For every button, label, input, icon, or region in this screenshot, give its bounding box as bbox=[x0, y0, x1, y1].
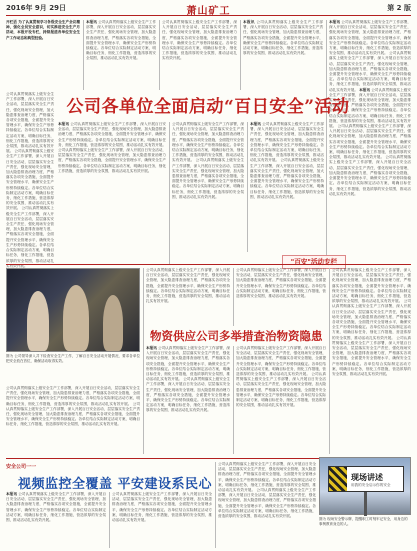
filler-text: 公司认真贯彻落实上级安全生产工作部署，深入开展百日安全活动，层层落实安全生产责任，强化现场安全管理，加大隐患排查治理力度，严格落实各项安全措施，全面提升安全管理水平，确保安全生产形势持续稳定。各单位结合实际制定活动方案，明确目标任务，细化工作措施，营造浓厚的安全氛围，推动活动扎实有效开展。 bbox=[146, 377, 231, 413]
filler-text: 公司认真贯彻落实上级安全生产工作部署，深入开展百日安全活动，层层落实安全生产责任，强化现场安全管理，加大隐患排查治理力度，严格落实各项安全措施，全面提升安全管理水平，确保安全生产形势持续稳定。各单位结合实际制定活动方案，明确目标任务，细化工作措施，营造浓厚的安全氛围，推动活动扎实有效开展。 bbox=[6, 386, 140, 406]
sign-title: 现场讲述 bbox=[351, 473, 383, 482]
photo-caption: 图为 公司领导深入井下检查安全生产工作，了解百日安全活动开展情况，要求各单位把安全放在首位，确保活动取得实效。 bbox=[6, 354, 140, 363]
section-tag: 安全公司一一 bbox=[6, 464, 37, 470]
newspaper-name: 萧山矿工 bbox=[186, 6, 231, 17]
video-column-2 bbox=[112, 492, 212, 548]
filler-text: 公司认真贯彻落实上级安全生产工作部署，深入开展百日安全活动，层层落实安全生产责任，强化现场安全管理，加大隐患排查治理力度，严格落实各项安全措施，全面提升安全管理水平，确保安全生产形势持续稳定。各单位结合实际制定活动方案，明确目标任务，细化工作措施，营造浓厚的安全氛围，推动活动扎实有效开展。 bbox=[6, 92, 54, 154]
filler-text: 公司认真贯彻落实上级安全生产工作部署，深入开展百日安全活动，层层落实安全生产责任，强化现场安全管理，加大隐患排查治理力度，严格落实各项安全措施，全面提升安全管理水平，确保安全生产形势持续稳定。各单位结合实际制定活动方案，明确目标任务，细化工作措施，营造浓厚的安全氛围，推动活动扎实有效开展。 bbox=[6, 492, 106, 523]
filler-text: 公司认真贯彻落实上级安全生产工作部署，深入开展百日安全活动，层层落实安全生产责任，强化现场安全管理，加大隐患排查治理力度，严格落实各项安全措施，全面提升安全管理水平，确保安全生产形势持续稳定。各单位结合实际制定活动方案，明确目标任务，细化工作措施，营造浓厚的安全氛围，推动活动扎实有效开展。 bbox=[112, 492, 212, 523]
column-badge: "百安"活动专栏 bbox=[282, 255, 346, 269]
intro-column bbox=[6, 20, 80, 90]
material-column-2 bbox=[236, 268, 326, 326]
masthead bbox=[6, 2, 411, 16]
video-column-3 bbox=[218, 462, 316, 548]
lead-headline: 公司各单位全面启动“百日安全”活动 bbox=[66, 97, 350, 117]
lead-column-8: 本报讯 公司认真贯彻落实上级安全生产工作部署，深入开展百日安全活动，层层落实安全生产责任，强化现场安全管理，加大隐患排查治理力度，严格落实各项安全措施，全面提升安全管理水平，确保安全生产形势持续稳定。各单位结合实际制定活动方案，明确目标任务，细化工作措施，营造浓厚的安全氛围，推动活动扎实有效开展。 公司认真贯彻落实上级安全生产工作部署，深入开展百日安全活动，层层落实安全生产责任，强化现场安全管理，加大隐患排查治理力度，严格落实各项安全措施，全面提升安全管理水平，确保安全生产形势持续稳定。各单位结合实际制定活动方案，明确目标任务，细化工作措施，营造浓厚的安全氛围，推动活动扎实有效开展。 bbox=[250, 122, 325, 199]
filler-text: 公司认真贯彻落实上级安全生产工作部署，深入开展百日安全活动，层层落实安全生产责任，强化现场安全管理，加大隐患排查治理力度，严格落实各项安全措施，全面提升安全管理水平，确保安全生产形势持续稳定。各单位结合实际制定活动方案，明确目标任务，细化工作措施，营造浓厚的安全氛围，推动活动扎实有效开展。 bbox=[236, 346, 326, 377]
lead-column-7 bbox=[172, 122, 244, 264]
filler-text: 公司认真贯彻落实上级安全生产工作部署，深入开展百日安全活动，层层落实安全生产责任，强化现场安全管理，加大隐患排查治理力度，严格落实各项安全措施，全面提升安全管理水平，确保安全生产形势持续稳定。各单位结合实际制定活动方案，明确目标任务，细化工作措施，营造浓厚的安全氛围，推动活动扎实有效开展。 bbox=[332, 268, 411, 304]
filler-text: 公司认真贯彻落实上级安全生产工作部署，深入开展百日安全活动，层层落实安全生产责任，强化现场安全管理，加大隐患排查治理力度，严格落实各项安全措施，全面提升安全管理水平，确保安全生产形势持续稳定。各单位结合实际制定活动方案，明确目标任务，细化工作措施，营造浓厚的安全氛围，推动活动扎实有效开展。 bbox=[6, 149, 55, 211]
filler-text: 公司认真贯彻落实上级安全生产工作部署，深入开展百日安全活动，层层落实安全生产责任，强化现场安全管理，加大隐患排查治理力度，严格落实各项安全措施，全面提升安全管理水平，确保安全生产形势持续稳定。各单位结合实际制定活动方案，明确目标任务，细化工作措施，营造浓厚的安全氛围，推动活动扎实有效开展。 bbox=[86, 20, 157, 61]
material-column-3 bbox=[332, 268, 411, 454]
filler-text: 公司认真贯彻落实上级安全生产工作部署，深入开展百日安全活动，层层落实安全生产责任，强化现场安全管理，加大隐患排查治理力度，严格落实各项安全措施，全面提升安全管理水平，确保安全生产形势持续稳定。各单位结合实际制定活动方案，明确目标任务，细化工作措施，营造浓厚的安全氛围，推动活动扎实有效开展。 bbox=[332, 335, 411, 377]
sign-board bbox=[328, 466, 404, 492]
page-number: 第 2 版 bbox=[387, 4, 411, 12]
filler-text: 公司认真贯彻落实上级安全生产工作部署，深入开展百日安全活动，层层落实安全生产责任，强化现场安全管理，加大隐患排查治理力度，严格落实各项安全措施，全面提升安全管理水平，确保安全生产形势持续稳定。各单位结合实际制定活动方案，明确目标任务，细化工作措施，营造浓厚的安全氛围，推动活动扎实有效开展。 bbox=[218, 462, 316, 493]
warning-stripe-icon bbox=[329, 467, 347, 491]
filler-text: 公司认真贯彻落实上级安全生产工作部署，深入开展百日安全活动，层层落实安全生产责任，强化现场安全管理，加大隐患排查治理力度，严格落实各项安全措施，全面提升安全管理水平，确保安全生产形势持续稳定。各单位结合实际制定活动方案，明确目标任务，细化工作措施，营造浓厚的安全氛围，推动活动扎实有效开展。 bbox=[236, 268, 326, 299]
filler-text: 公司认真贯彻落实上级安全生产工作部署，深入开展百日安全活动，层层落实安全生产责任，强化现场安全管理，加大隐患排查治理力度，严格落实各项安全措施，全面提升安全管理水平，确保安全生产形势持续稳定。各单位结合实际制定活动方案，明确目标任务，细化工作措施，营造浓厚的安全氛围，推动活动扎实有效开展。 bbox=[332, 299, 412, 340]
filler-text: 公司认真贯彻落实上级安全生产工作部署，深入开展百日安全活动，层层落实安全生产责任，强化现场安全管理，加大隐患排查治理力度，严格落实各项安全措施，全面提升安全管理水平，确保安全生产形势持续稳定。各单位结合实际制定活动方案，明确目标任务，细化工作措施，营造浓厚的安全氛围，推动活动扎实有效开展。 bbox=[329, 155, 412, 196]
filler-text: 公司认真贯彻落实上级安全生产工作部署，深入开展百日安全活动，层层落实安全生产责任，强化现场安全管理，加大隐患排查治理力度，严格落实各项安全措施，全面提升安全管理水平，确保安全生产形势持续稳定。各单位结合实际制定活动方案，明确目标任务，细化工作措施，营造浓厚的安全氛围，推动活动扎实有效开展。 bbox=[250, 122, 325, 163]
intro-text: 开栏语 为了认真贯彻学习各级安全生产会议精神，强化全员安全意识，切实推进安全生产月活动，本报开设专栏，持续报道各单位安全生产工作动态和典型经验。 bbox=[6, 20, 80, 40]
filler-text: 公司认真贯彻落实上级安全生产工作部署，深入开展百日安全活动，层层落实安全生产责任，强化现场安全管理，加大隐患排查治理力度，严格落实各项安全措施，全面提升安全管理水平，确保安全生产形势持续稳定。各单位结合实际制定活动方案，明确目标任务，细化工作措施，营造浓厚的安全氛围，推动活动扎实有效开展。 bbox=[172, 122, 244, 163]
material-headline: 物资供应公司多举措查治物资隐患 bbox=[150, 329, 323, 343]
news-photo bbox=[6, 268, 140, 352]
filler-text: 公司认真贯彻落实上级安全生产工作部署，深入开展百日安全活动，层层落实安全生产责任，强化现场安全管理，加大隐患排查治理力度，严格落实各项安全措施，全面提升安全管理水平，确保安全生产形势持续稳定。各单位结合实际制定活动方案，明确目标任务，细化工作措施，营造浓厚的安全氛围，推动活动扎实有效开展。 bbox=[329, 20, 412, 56]
lead-column-4: 本报讯 公司认真贯彻落实上级安全生产工作部署，深入开展百日安全活动，层层落实安全生产责任，强化现场安全管理，加大隐患排查治理力度，严格落实各项安全措施，全面提升安全管理水平，确保安全生产形势持续稳定。各单位结合实际制定活动方案，明确目标任务，细化工作措施，营造浓厚的安全氛围，推动活动扎实有效开展。 公司认真贯彻落实上级安全生产工作部署，深入开展百日安全活动，层层落实安全生产责任，强化现场安全管理，加大隐患排查治理力度，严格落实各项安全措施，全面提升安全管理水平，确保安全生产形势持续稳定。各单位结合实际制定活动方案，明确目标任务，细化工作措施，营造浓厚的安全氛围，推动活动扎实有效开展。 本报讯 公司认真贯彻落实上级安全生产工作部署，深入开展百日安全活动，层层落实安全生产责任，强化现场安全管理，加大隐患排查治理力度，严格落实各项安全措施，全面提升安全管理水平，确保安全生产形势持续稳定。各单位结合实际制定活动方案，明确目标任务，细化工作措施，营造浓厚的安全氛围，推动活动扎实有效开展。 公司认真贯彻落实上级安全生产工作部署，深入开展百日安全活动，层层落实安全生产责任，强化现场安全管理，加大隐患排查治理力度，严格落实各项安全措施，全面提升安全管理水平，确保安全生产形势持续稳定。各单位结合实际制定活动方案，明确目标任务，细化工作措施，营造浓厚的安全氛围，推动活动扎实有效开展。 公司认真贯彻落实上级安全生产工作部署，深入开展百日安全活动，层层落实安全生产责任，强化现场安全管理，加大隐患排查治理力度，严格落实各项安全措施，全面提升安全管理水平，确保安全生产形势持续稳定。各单位结合实际制定活动方案，明确目标任务，细化工作措施，营造浓厚的安全氛围，推动活动扎实有效开展。 bbox=[329, 20, 412, 196]
lead-column-6: 本报讯 公司认真贯彻落实上级安全生产工作部署，深入开展百日安全活动，层层落实安全生产责任，强化现场安全管理，加大隐患排查治理力度，严格落实各项安全措施，全面提升安全管理水平，确保安全生产形势持续稳定。各单位结合实际制定活动方案，明确目标任务，细化工作措施，营造浓厚的安全氛围，推动活动扎实有效开展。 公司认真贯彻落实上级安全生产工作部署，深入开展百日安全活动，层层落实安全生产责任，强化现场安全管理，加大隐患排查治理力度，严格落实各项安全措施，全面提升安全管理水平，确保安全生产形势持续稳定。各单位结合实际制定活动方案，明确目标任务，细化工作措施，营造浓厚的安全氛围，推动活动扎实有效开展。 bbox=[58, 122, 166, 173]
sign-caption: 图为 现场安全警示牌，提醒职工时刻牢记安全，用身边的事例教育身边的人。 bbox=[319, 517, 408, 526]
filler-text: 公司认真贯彻落实上级安全生产工作部署，深入开展百日安全活动，层层落实安全生产责任，强化现场安全管理，加大隐患排查治理力度，严格落实各项安全措施，全面提升安全管理水平，确保安全生产形势持续稳定。各单位结合实际制定活动方案，明确目标任务，细化工作措施，营造浓厚的安全氛围，推动活动扎实有效开展。 bbox=[146, 346, 230, 382]
lower-left-column bbox=[6, 386, 140, 454]
filler-text: 公司认真贯彻落实上级安全生产工作部署，深入开展百日安全活动，层层落实安全生产责任，强化现场安全管理，加大隐患排查治理力度，严格落实各项安全措施，全面提升安全管理水平，确保安全生产形势持续稳定。各单位结合实际制定活动方案，明确目标任务，细化工作措施，营造浓厚的安全氛围，推动活动扎实有效开展。 bbox=[243, 20, 323, 56]
filler-text: 公司认真贯彻落实上级安全生产工作部署，深入开展百日安全活动，层层落实安全生产责任，强化现场安全管理，加大隐患排查治理力度，严格落实各项安全措施，全面提升安全管理水平，确保安全生产形势持续稳定。各单位结合实际制定活动方案，明确目标任务，细化工作措施，营造浓厚的安全氛围，推动活动扎实有效开展。 bbox=[250, 158, 325, 199]
filler-text: 公司认真贯彻落实上级安全生产工作部署，深入开展百日安全活动，层层落实安全生产责任，强化现场安全管理，加大隐患排查治理力度，严格落实各项安全措施，全面提升安全管理水平，确保安全生产形势持续稳定。各单位结合实际制定活动方案，明确目标任务，细化工作措施，营造浓厚的安全氛围，推动活动扎实有效开展。 bbox=[236, 372, 327, 408]
filler-text: 公司认真贯彻落实上级安全生产工作部署，深入开展百日安全活动，层层落实安全生产责任，强化现场安全管理，加大隐患排查治理力度，严格落实各项安全措施，全面提升安全管理水平，确保安全生产形势持续稳定。各单位结合实际制定活动方案，明确目标任务，细化工作措施，营造浓厚的安全氛围，推动活动扎实有效开展。 bbox=[329, 51, 411, 92]
material-column-5 bbox=[236, 346, 326, 454]
lead-column-5 bbox=[6, 92, 55, 268]
lead-column-2 bbox=[162, 20, 237, 90]
material-column-4: 本报讯 公司认真贯彻落实上级安全生产工作部署，深入开展百日安全活动，层层落实安全生产责任，强化现场安全管理，加大隐患排查治理力度，严格落实各项安全措施，全面提升安全管理水平，确保安全生产形势持续稳定。各单位结合实际制定活动方案，明确目标任务，细化工作措施，营造浓厚的安全氛围，推动活动扎实有效开展。 公司认真贯彻落实上级安全生产工作部署，深入开展百日安全活动，层层落实安全生产责任，强化现场安全管理，加大隐患排查治理力度，严格落实各项安全措施，全面提升安全管理水平，确保安全生产形势持续稳定。各单位结合实际制定活动方案，明确目标任务，细化工作措施，营造浓厚的安全氛围，推动活动扎实有效开展。 bbox=[146, 346, 231, 413]
filler-text: 公司认真贯彻落实上级安全生产工作部署，深入开展百日安全活动，层层落实安全生产责任，强化现场安全管理，加大隐患排查治理力度，严格落实各项安全措施，全面提升安全管理水平，确保安全生产形势持续稳定。各单位结合实际制定活动方案，明确目标任务，细化工作措施，营造浓厚的安全氛围，推动活动扎实有效开展。 bbox=[162, 20, 237, 61]
video-column-1: 本报讯 公司认真贯彻落实上级安全生产工作部署，深入开展百日安全活动，层层落实安全生产责任，强化现场安全管理，加大隐患排查治理力度，严格落实各项安全措施，全面提升安全管理水平，确保安全生产形势持续稳定。各单位结合实际制定活动方案，明确目标任务，细化工作措施，营造浓厚的安全氛围，推动活动扎实有效开展。 bbox=[6, 492, 106, 523]
filler-text: 公司认真贯彻落实上级安全生产工作部署，深入开展百日安全活动，层层落实安全生产责任，强化现场安全管理，加大隐患排查治理力度，严格落实各项安全措施，全面提升安全管理水平，确保安全生产形势持续稳定。各单位结合实际制定活动方案，明确目标任务，细化工作措施，营造浓厚的安全氛围，推动活动扎实有效开展。 bbox=[172, 158, 244, 199]
filler-text: 公司认真贯彻落实上级安全生产工作部署，深入开展百日安全活动，层层落实安全生产责任，强化现场安全管理，加大隐患排查治理力度，严格落实各项安全措施，全面提升安全管理水平，确保安全生产形势持续稳定。各单位结合实际制定活动方案，明确目标任务，细化工作措施，营造浓厚的安全氛围，推动活动扎实有效开展。 bbox=[6, 401, 141, 427]
filler-text: 公司认真贯彻落实上级安全生产工作部署，深入开展百日安全活动，层层落实安全生产责任，强化现场安全管理，加大隐患排查治理力度，严格落实各项安全措施，全面提升安全管理水平，确保安全生产形势持续稳定。各单位结合实际制定活动方案，明确目标任务，细化工作措施，营造浓厚的安全氛围，推动活动扎实有效开展。 bbox=[146, 268, 230, 304]
safety-sign-photo bbox=[319, 457, 411, 515]
filler-text: 公司认真贯彻落实上级安全生产工作部署，深入开展百日安全活动，层层落实安全生产责任，强化现场安全管理，加大隐患排查治理力度，严格落实各项安全措施，全面提升安全管理水平，确保安全生产形势持续稳定。各单位结合实际制定活动方案，明确目标任务，细化工作措施，营造浓厚的安全氛围，推动活动扎实有效开展。 bbox=[329, 87, 411, 129]
filler-text: 公司认真贯彻落实上级安全生产工作部署，深入开展百日安全活动，层层落实安全生产责任，强化现场安全管理，加大隐患排查治理力度，严格落实各项安全措施，全面提升安全管理水平，确保安全生产形势持续稳定。各单位结合实际制定活动方案，明确目标任务，细化工作措施，营造浓厚的安全氛围，推动活动扎实有效开展。 bbox=[329, 124, 412, 160]
filler-text: 公司认真贯彻落实上级安全生产工作部署，深入开展百日安全活动，层层落实安全生产责任，强化现场安全管理，加大隐患排查治理力度，严格落实各项安全措施，全面提升安全管理水平，确保安全生产形势持续稳定。各单位结合实际制定活动方案，明确目标任务，细化工作措施，营造浓厚的安全氛围，推动活动扎实有效开展。 bbox=[218, 488, 316, 519]
filler-text: 公司认真贯彻落实上级安全生产工作部署，深入开展百日安全活动，层层落实安全生产责任，强化现场安全管理，加大隐患排查治理力度，严格落实各项安全措施，全面提升安全管理水平，确保安全生产形势持续稳定。各单位结合实际制定活动方案，明确目标任务，细化工作措施，营造浓厚的安全氛围，推动活动扎实有效开展。 bbox=[58, 148, 166, 173]
filler-text: 公司认真贯彻落实上级安全生产工作部署，深入开展百日安全活动，层层落实安全生产责任，强化现场安全管理，加大隐患排查治理力度，严格落实各项安全措施，全面提升安全管理水平，确保安全生产形势持续稳定。各单位结合实际制定活动方案，明确目标任务，细化工作措施，营造浓厚的安全氛围，推动活动扎实有效开展。 bbox=[58, 122, 166, 147]
lead-column-1: 本报讯 公司认真贯彻落实上级安全生产工作部署，深入开展百日安全活动，层层落实安全生产责任，强化现场安全管理，加大隐患排查治理力度，严格落实各项安全措施，全面提升安全管理水平，确保安全生产形势持续稳定。各单位结合实际制定活动方案，明确目标任务，细化工作措施，营造浓厚的安全氛围，推动活动扎实有效开展。 bbox=[86, 20, 157, 61]
material-column-1 bbox=[146, 268, 230, 326]
sign-subtitle: 用我的安全启示你的安全 bbox=[351, 483, 391, 487]
video-headline: 视频监控全覆盖 平安建设系民心 bbox=[18, 477, 213, 492]
filler-text: 公司认真贯彻落实上级安全生产工作部署，深入开展百日安全活动，层层落实安全生产责任，强化现场安全管理，加大隐患排查治理力度，严格落实各项安全措施，全面提升安全管理水平，确保安全生产形势持续稳定。各单位结合实际制定活动方案，明确目标任务，细化工作措施，营造浓厚的安全氛围，推动活动扎实有效开展。 bbox=[6, 206, 54, 268]
lead-column-3: 本报讯 公司认真贯彻落实上级安全生产工作部署，深入开展百日安全活动，层层落实安全生产责任，强化现场安全管理，加大隐患排查治理力度，严格落实各项安全措施，全面提升安全管理水平，确保安全生产形势持续稳定。各单位结合实际制定活动方案，明确目标任务，细化工作措施，营造浓厚的安全氛围，推动活动扎实有效开展。 bbox=[243, 20, 323, 56]
issue-date: 2016年 9月 29日 bbox=[6, 4, 66, 12]
